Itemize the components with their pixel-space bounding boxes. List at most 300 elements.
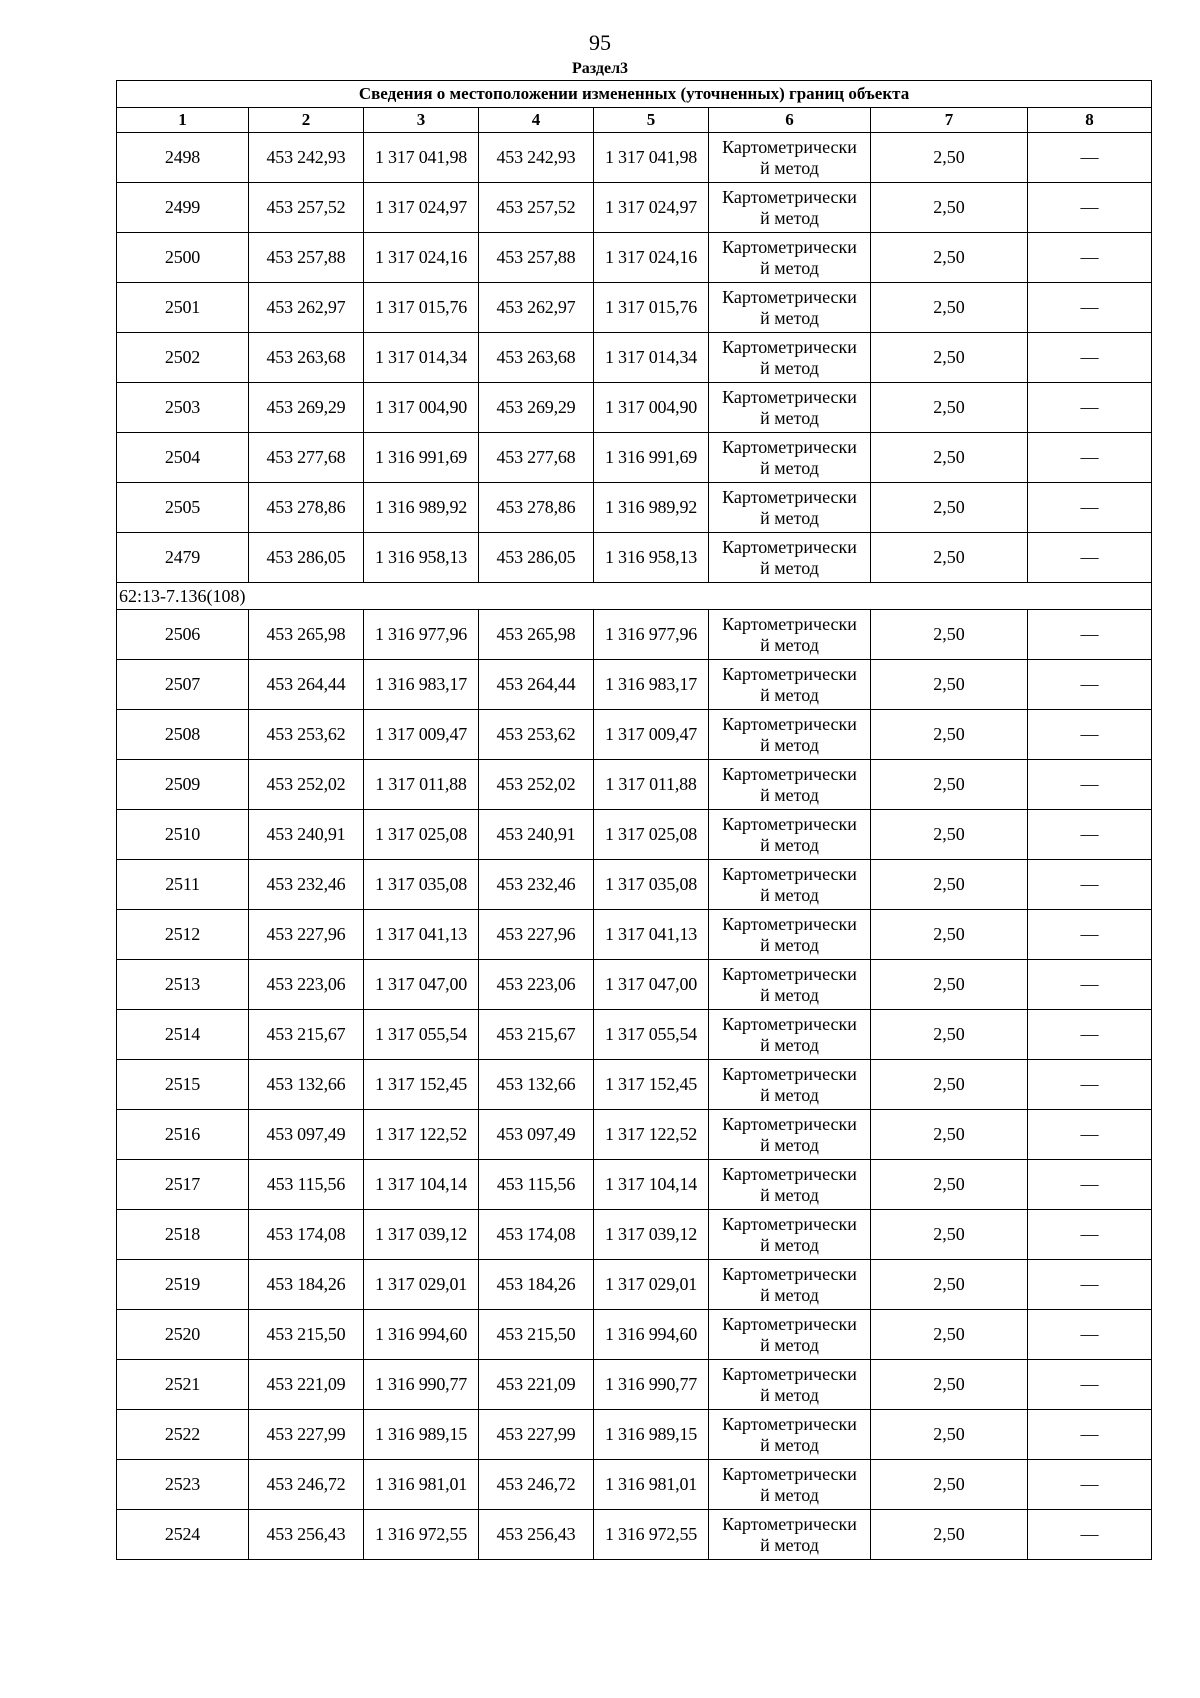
accuracy-cell: 2,50 xyxy=(871,760,1028,810)
column-number: 4 xyxy=(479,108,594,133)
point-id-cell: 2501 xyxy=(117,283,249,333)
point-id-cell: 2521 xyxy=(117,1360,249,1410)
method-line-2: й метод xyxy=(760,1334,819,1355)
empty-mark-cell: — xyxy=(1028,283,1152,333)
empty-mark-cell: — xyxy=(1028,483,1152,533)
method-line-2: й метод xyxy=(760,307,819,328)
table-row xyxy=(117,533,1152,583)
method-line-2: й метод xyxy=(760,1284,819,1305)
y-existing-cell: 1 317 122,52 xyxy=(364,1110,479,1160)
table-row xyxy=(117,660,1152,710)
table-row xyxy=(117,710,1152,760)
table-row xyxy=(117,1210,1152,1260)
method-cell xyxy=(709,1010,871,1060)
y-new-cell: 1 316 994,60 xyxy=(594,1310,709,1360)
x-existing-cell: 453 227,99 xyxy=(249,1410,364,1460)
group-label: 62:13-7.136(108) xyxy=(117,583,1152,610)
method-cell xyxy=(709,1410,871,1460)
x-new-cell: 453 269,29 xyxy=(479,383,594,433)
y-existing-cell: 1 317 152,45 xyxy=(364,1060,479,1110)
table-row xyxy=(117,810,1152,860)
method-line-1: Картометрически xyxy=(722,863,857,884)
y-existing-cell: 1 317 004,90 xyxy=(364,383,479,433)
y-new-cell: 1 316 991,69 xyxy=(594,433,709,483)
table-row xyxy=(117,283,1152,333)
empty-mark-cell: — xyxy=(1028,810,1152,860)
y-new-cell: 1 317 152,45 xyxy=(594,1060,709,1110)
method-cell xyxy=(709,1060,871,1110)
page-number: 95 xyxy=(589,30,611,55)
empty-mark-cell: — xyxy=(1028,710,1152,760)
table-row xyxy=(117,1510,1152,1560)
method-line-1: Картометрически xyxy=(722,1413,857,1434)
method-cell xyxy=(709,233,871,283)
y-new-cell: 1 316 990,77 xyxy=(594,1360,709,1410)
empty-mark-cell: — xyxy=(1028,1410,1152,1460)
y-existing-cell: 1 316 958,13 xyxy=(364,533,479,583)
method-cell xyxy=(709,383,871,433)
y-existing-cell: 1 316 983,17 xyxy=(364,660,479,710)
y-new-cell: 1 317 055,54 xyxy=(594,1010,709,1060)
y-new-cell: 1 317 011,88 xyxy=(594,760,709,810)
empty-mark-cell: — xyxy=(1028,1210,1152,1260)
method-line-1: Картометрически xyxy=(722,913,857,934)
table-row xyxy=(117,860,1152,910)
y-existing-cell: 1 317 014,34 xyxy=(364,333,479,383)
y-existing-cell: 1 317 024,97 xyxy=(364,183,479,233)
method-line-1: Картометрически xyxy=(722,286,857,307)
empty-mark-cell: — xyxy=(1028,960,1152,1010)
method-cell xyxy=(709,283,871,333)
method-line-2: й метод xyxy=(760,784,819,805)
accuracy-cell: 2,50 xyxy=(871,1310,1028,1360)
x-existing-cell: 453 257,88 xyxy=(249,233,364,283)
point-id-cell: 2519 xyxy=(117,1260,249,1310)
table-row xyxy=(117,233,1152,283)
accuracy-cell: 2,50 xyxy=(871,283,1028,333)
method-line-1: Картометрически xyxy=(722,1213,857,1234)
empty-mark-cell: — xyxy=(1028,660,1152,710)
x-new-cell: 453 097,49 xyxy=(479,1110,594,1160)
method-line-2: й метод xyxy=(760,507,819,528)
table-row xyxy=(117,483,1152,533)
y-new-cell: 1 317 029,01 xyxy=(594,1260,709,1310)
method-cell xyxy=(709,660,871,710)
method-line-1: Картометрически xyxy=(722,1013,857,1034)
point-id-cell: 2520 xyxy=(117,1310,249,1360)
table-row xyxy=(117,910,1152,960)
point-id-cell: 2479 xyxy=(117,533,249,583)
method-cell xyxy=(709,810,871,860)
y-new-cell: 1 316 977,96 xyxy=(594,610,709,660)
method-line-1: Картометрически xyxy=(722,763,857,784)
method-line-1: Картометрически xyxy=(722,1513,857,1534)
accuracy-cell: 2,50 xyxy=(871,333,1028,383)
x-existing-cell: 453 223,06 xyxy=(249,960,364,1010)
point-id-cell: 2524 xyxy=(117,1510,249,1560)
accuracy-cell: 2,50 xyxy=(871,1160,1028,1210)
empty-mark-cell: — xyxy=(1028,1310,1152,1360)
method-line-1: Картометрически xyxy=(722,436,857,457)
table-row xyxy=(117,133,1152,183)
accuracy-cell: 2,50 xyxy=(871,433,1028,483)
method-cell xyxy=(709,133,871,183)
accuracy-cell: 2,50 xyxy=(871,610,1028,660)
y-new-cell: 1 317 004,90 xyxy=(594,383,709,433)
y-existing-cell: 1 317 055,54 xyxy=(364,1010,479,1060)
y-new-cell: 1 317 047,00 xyxy=(594,960,709,1010)
method-line-2: й метод xyxy=(760,1034,819,1055)
x-existing-cell: 453 115,56 xyxy=(249,1160,364,1210)
method-line-2: й метод xyxy=(760,557,819,578)
accuracy-cell: 2,50 xyxy=(871,810,1028,860)
accuracy-cell: 2,50 xyxy=(871,133,1028,183)
y-existing-cell: 1 317 024,16 xyxy=(364,233,479,283)
method-line-1: Картометрически xyxy=(722,186,857,207)
method-line-1: Картометрически xyxy=(722,486,857,507)
x-new-cell: 453 286,05 xyxy=(479,533,594,583)
y-new-cell: 1 317 024,16 xyxy=(594,233,709,283)
column-number: 8 xyxy=(1028,108,1152,133)
point-id-cell: 2502 xyxy=(117,333,249,383)
table-row xyxy=(117,1410,1152,1460)
method-cell xyxy=(709,1310,871,1360)
y-existing-cell: 1 317 035,08 xyxy=(364,860,479,910)
empty-mark-cell: — xyxy=(1028,383,1152,433)
y-new-cell: 1 317 104,14 xyxy=(594,1160,709,1210)
point-id-cell: 2515 xyxy=(117,1060,249,1110)
point-id-cell: 2517 xyxy=(117,1160,249,1210)
y-existing-cell: 1 317 025,08 xyxy=(364,810,479,860)
x-new-cell: 453 263,68 xyxy=(479,333,594,383)
y-new-cell: 1 317 041,13 xyxy=(594,910,709,960)
empty-mark-cell: — xyxy=(1028,760,1152,810)
x-new-cell: 453 277,68 xyxy=(479,433,594,483)
method-cell xyxy=(709,1460,871,1510)
point-id-cell: 2514 xyxy=(117,1010,249,1060)
x-existing-cell: 453 215,50 xyxy=(249,1310,364,1360)
x-existing-cell: 453 262,97 xyxy=(249,283,364,333)
y-new-cell: 1 317 014,34 xyxy=(594,333,709,383)
x-existing-cell: 453 246,72 xyxy=(249,1460,364,1510)
accuracy-cell: 2,50 xyxy=(871,1460,1028,1510)
x-existing-cell: 453 240,91 xyxy=(249,810,364,860)
table-row xyxy=(117,760,1152,810)
group-row xyxy=(117,583,1152,610)
x-new-cell: 453 242,93 xyxy=(479,133,594,183)
method-line-2: й метод xyxy=(760,1434,819,1455)
x-new-cell: 453 252,02 xyxy=(479,760,594,810)
method-line-1: Картометрически xyxy=(722,1163,857,1184)
accuracy-cell: 2,50 xyxy=(871,383,1028,433)
table-row xyxy=(117,960,1152,1010)
method-line-2: й метод xyxy=(760,834,819,855)
table-row xyxy=(117,1010,1152,1060)
empty-mark-cell: — xyxy=(1028,1510,1152,1560)
x-new-cell: 453 215,67 xyxy=(479,1010,594,1060)
method-line-1: Картометрически xyxy=(722,1113,857,1134)
point-id-cell: 2500 xyxy=(117,233,249,283)
x-existing-cell: 453 174,08 xyxy=(249,1210,364,1260)
table-row xyxy=(117,1110,1152,1160)
table-row xyxy=(117,433,1152,483)
y-new-cell: 1 317 041,98 xyxy=(594,133,709,183)
y-new-cell: 1 316 989,92 xyxy=(594,483,709,533)
x-new-cell: 453 257,88 xyxy=(479,233,594,283)
column-number: 3 xyxy=(364,108,479,133)
method-cell xyxy=(709,910,871,960)
x-existing-cell: 453 264,44 xyxy=(249,660,364,710)
x-existing-cell: 453 263,68 xyxy=(249,333,364,383)
x-existing-cell: 453 215,67 xyxy=(249,1010,364,1060)
x-new-cell: 453 257,52 xyxy=(479,183,594,233)
x-existing-cell: 453 132,66 xyxy=(249,1060,364,1110)
y-existing-cell: 1 316 981,01 xyxy=(364,1460,479,1510)
point-id-cell: 2503 xyxy=(117,383,249,433)
empty-mark-cell: — xyxy=(1028,1060,1152,1110)
x-new-cell: 453 264,44 xyxy=(479,660,594,710)
table-row xyxy=(117,1460,1152,1510)
x-new-cell: 453 253,62 xyxy=(479,710,594,760)
method-cell xyxy=(709,333,871,383)
table-row xyxy=(117,1360,1152,1410)
x-existing-cell: 453 286,05 xyxy=(249,533,364,583)
x-new-cell: 453 265,98 xyxy=(479,610,594,660)
method-line-1: Картометрически xyxy=(722,386,857,407)
accuracy-cell: 2,50 xyxy=(871,1210,1028,1260)
method-line-2: й метод xyxy=(760,257,819,278)
method-line-2: й метод xyxy=(760,884,819,905)
point-id-cell: 2510 xyxy=(117,810,249,860)
empty-mark-cell: — xyxy=(1028,860,1152,910)
table-row xyxy=(117,383,1152,433)
point-id-cell: 2509 xyxy=(117,760,249,810)
method-cell xyxy=(709,433,871,483)
accuracy-cell: 2,50 xyxy=(871,233,1028,283)
y-existing-cell: 1 317 011,88 xyxy=(364,760,479,810)
method-cell xyxy=(709,610,871,660)
section-title: Раздел3 xyxy=(571,60,629,77)
accuracy-cell: 2,50 xyxy=(871,533,1028,583)
y-existing-cell: 1 317 039,12 xyxy=(364,1210,479,1260)
point-id-cell: 2513 xyxy=(117,960,249,1010)
x-new-cell: 453 246,72 xyxy=(479,1460,594,1510)
x-new-cell: 453 240,91 xyxy=(479,810,594,860)
empty-mark-cell: — xyxy=(1028,1110,1152,1160)
accuracy-cell: 2,50 xyxy=(871,1360,1028,1410)
point-id-cell: 2518 xyxy=(117,1210,249,1260)
method-cell xyxy=(709,960,871,1010)
x-existing-cell: 453 253,62 xyxy=(249,710,364,760)
x-existing-cell: 453 097,49 xyxy=(249,1110,364,1160)
empty-mark-cell: — xyxy=(1028,433,1152,483)
accuracy-cell: 2,50 xyxy=(871,910,1028,960)
method-line-1: Картометрически xyxy=(722,1313,857,1334)
x-existing-cell: 453 242,93 xyxy=(249,133,364,183)
x-new-cell: 453 174,08 xyxy=(479,1210,594,1260)
accuracy-cell: 2,50 xyxy=(871,1510,1028,1560)
method-line-2: й метод xyxy=(760,934,819,955)
y-existing-cell: 1 316 977,96 xyxy=(364,610,479,660)
point-id-cell: 2523 xyxy=(117,1460,249,1510)
y-existing-cell: 1 317 015,76 xyxy=(364,283,479,333)
accuracy-cell: 2,50 xyxy=(871,1110,1028,1160)
x-existing-cell: 453 257,52 xyxy=(249,183,364,233)
y-existing-cell: 1 317 104,14 xyxy=(364,1160,479,1210)
y-new-cell: 1 317 122,52 xyxy=(594,1110,709,1160)
point-id-cell: 2505 xyxy=(117,483,249,533)
method-line-2: й метод xyxy=(760,1534,819,1555)
method-cell xyxy=(709,533,871,583)
method-line-2: й метод xyxy=(760,357,819,378)
y-existing-cell: 1 316 994,60 xyxy=(364,1310,479,1360)
x-existing-cell: 453 269,29 xyxy=(249,383,364,433)
x-new-cell: 453 278,86 xyxy=(479,483,594,533)
y-existing-cell: 1 316 972,55 xyxy=(364,1510,479,1560)
y-new-cell: 1 316 983,17 xyxy=(594,660,709,710)
method-line-1: Картометрически xyxy=(722,236,857,257)
method-line-2: й метод xyxy=(760,684,819,705)
table-row xyxy=(117,333,1152,383)
accuracy-cell: 2,50 xyxy=(871,1410,1028,1460)
empty-mark-cell: — xyxy=(1028,133,1152,183)
y-new-cell: 1 317 025,08 xyxy=(594,810,709,860)
accuracy-cell: 2,50 xyxy=(871,1060,1028,1110)
method-line-2: й метод xyxy=(760,407,819,428)
method-cell xyxy=(709,710,871,760)
empty-mark-cell: — xyxy=(1028,333,1152,383)
table-row xyxy=(117,1260,1152,1310)
table-row xyxy=(117,1060,1152,1110)
x-new-cell: 453 262,97 xyxy=(479,283,594,333)
y-existing-cell: 1 316 990,77 xyxy=(364,1360,479,1410)
method-cell xyxy=(709,760,871,810)
point-id-cell: 2516 xyxy=(117,1110,249,1160)
method-line-1: Картометрически xyxy=(722,663,857,684)
coordinates-table xyxy=(116,80,1152,1560)
method-cell xyxy=(709,1260,871,1310)
point-id-cell: 2512 xyxy=(117,910,249,960)
empty-mark-cell: — xyxy=(1028,233,1152,283)
point-id-cell: 2499 xyxy=(117,183,249,233)
column-number: 2 xyxy=(249,108,364,133)
x-existing-cell: 453 221,09 xyxy=(249,1360,364,1410)
point-id-cell: 2508 xyxy=(117,710,249,760)
method-line-1: Картометрически xyxy=(722,136,857,157)
column-number: 5 xyxy=(594,108,709,133)
method-line-2: й метод xyxy=(760,1234,819,1255)
y-new-cell: 1 316 989,15 xyxy=(594,1410,709,1460)
x-existing-cell: 453 227,96 xyxy=(249,910,364,960)
y-existing-cell: 1 317 041,98 xyxy=(364,133,479,183)
accuracy-cell: 2,50 xyxy=(871,483,1028,533)
method-line-2: й метод xyxy=(760,984,819,1005)
y-existing-cell: 1 317 047,00 xyxy=(364,960,479,1010)
table-title: Сведения о местоположении измененных (уточненных) границ объекта xyxy=(117,81,1152,108)
y-existing-cell: 1 316 989,92 xyxy=(364,483,479,533)
x-new-cell: 453 221,09 xyxy=(479,1360,594,1410)
method-line-2: й метод xyxy=(760,734,819,755)
method-cell xyxy=(709,1160,871,1210)
method-cell xyxy=(709,1110,871,1160)
point-id-cell: 2511 xyxy=(117,860,249,910)
method-line-1: Картометрически xyxy=(722,1063,857,1084)
method-line-2: й метод xyxy=(760,157,819,178)
method-line-2: й метод xyxy=(760,1084,819,1105)
table-body xyxy=(117,133,1152,1560)
x-new-cell: 453 223,06 xyxy=(479,960,594,1010)
method-line-1: Картометрически xyxy=(722,1363,857,1384)
x-new-cell: 453 132,66 xyxy=(479,1060,594,1110)
method-line-2: й метод xyxy=(760,457,819,478)
x-existing-cell: 453 265,98 xyxy=(249,610,364,660)
empty-mark-cell: — xyxy=(1028,1010,1152,1060)
point-id-cell: 2507 xyxy=(117,660,249,710)
method-line-2: й метод xyxy=(760,634,819,655)
accuracy-cell: 2,50 xyxy=(871,183,1028,233)
x-existing-cell: 453 184,26 xyxy=(249,1260,364,1310)
point-id-cell: 2504 xyxy=(117,433,249,483)
y-new-cell: 1 317 039,12 xyxy=(594,1210,709,1260)
x-existing-cell: 453 278,86 xyxy=(249,483,364,533)
method-line-1: Картометрически xyxy=(722,813,857,834)
method-line-2: й метод xyxy=(760,1184,819,1205)
empty-mark-cell: — xyxy=(1028,1360,1152,1410)
method-cell xyxy=(709,1360,871,1410)
column-number: 1 xyxy=(117,108,249,133)
empty-mark-cell: — xyxy=(1028,1460,1152,1510)
method-line-2: й метод xyxy=(760,207,819,228)
accuracy-cell: 2,50 xyxy=(871,1010,1028,1060)
y-new-cell: 1 317 035,08 xyxy=(594,860,709,910)
empty-mark-cell: — xyxy=(1028,910,1152,960)
y-existing-cell: 1 316 989,15 xyxy=(364,1410,479,1460)
method-line-1: Картометрически xyxy=(722,336,857,357)
column-number: 7 xyxy=(871,108,1028,133)
accuracy-cell: 2,50 xyxy=(871,960,1028,1010)
method-cell xyxy=(709,483,871,533)
empty-mark-cell: — xyxy=(1028,183,1152,233)
accuracy-cell: 2,50 xyxy=(871,1260,1028,1310)
empty-mark-cell: — xyxy=(1028,1260,1152,1310)
method-cell xyxy=(709,1510,871,1560)
y-existing-cell: 1 317 009,47 xyxy=(364,710,479,760)
column-number: 6 xyxy=(709,108,871,133)
y-new-cell: 1 316 981,01 xyxy=(594,1460,709,1510)
method-line-1: Картометрически xyxy=(722,613,857,634)
y-existing-cell: 1 317 041,13 xyxy=(364,910,479,960)
column-numbers-row xyxy=(117,108,1152,133)
empty-mark-cell: — xyxy=(1028,610,1152,660)
y-new-cell: 1 317 009,47 xyxy=(594,710,709,760)
x-existing-cell: 453 252,02 xyxy=(249,760,364,810)
x-new-cell: 453 227,99 xyxy=(479,1410,594,1460)
method-line-2: й метод xyxy=(760,1384,819,1405)
x-new-cell: 453 115,56 xyxy=(479,1160,594,1210)
x-existing-cell: 453 256,43 xyxy=(249,1510,364,1560)
x-existing-cell: 453 232,46 xyxy=(249,860,364,910)
method-line-1: Картометрически xyxy=(722,536,857,557)
method-cell xyxy=(709,183,871,233)
x-new-cell: 453 215,50 xyxy=(479,1310,594,1360)
empty-mark-cell: — xyxy=(1028,533,1152,583)
accuracy-cell: 2,50 xyxy=(871,660,1028,710)
accuracy-cell: 2,50 xyxy=(871,710,1028,760)
x-existing-cell: 453 277,68 xyxy=(249,433,364,483)
y-existing-cell: 1 316 991,69 xyxy=(364,433,479,483)
point-id-cell: 2522 xyxy=(117,1410,249,1460)
table-row xyxy=(117,183,1152,233)
